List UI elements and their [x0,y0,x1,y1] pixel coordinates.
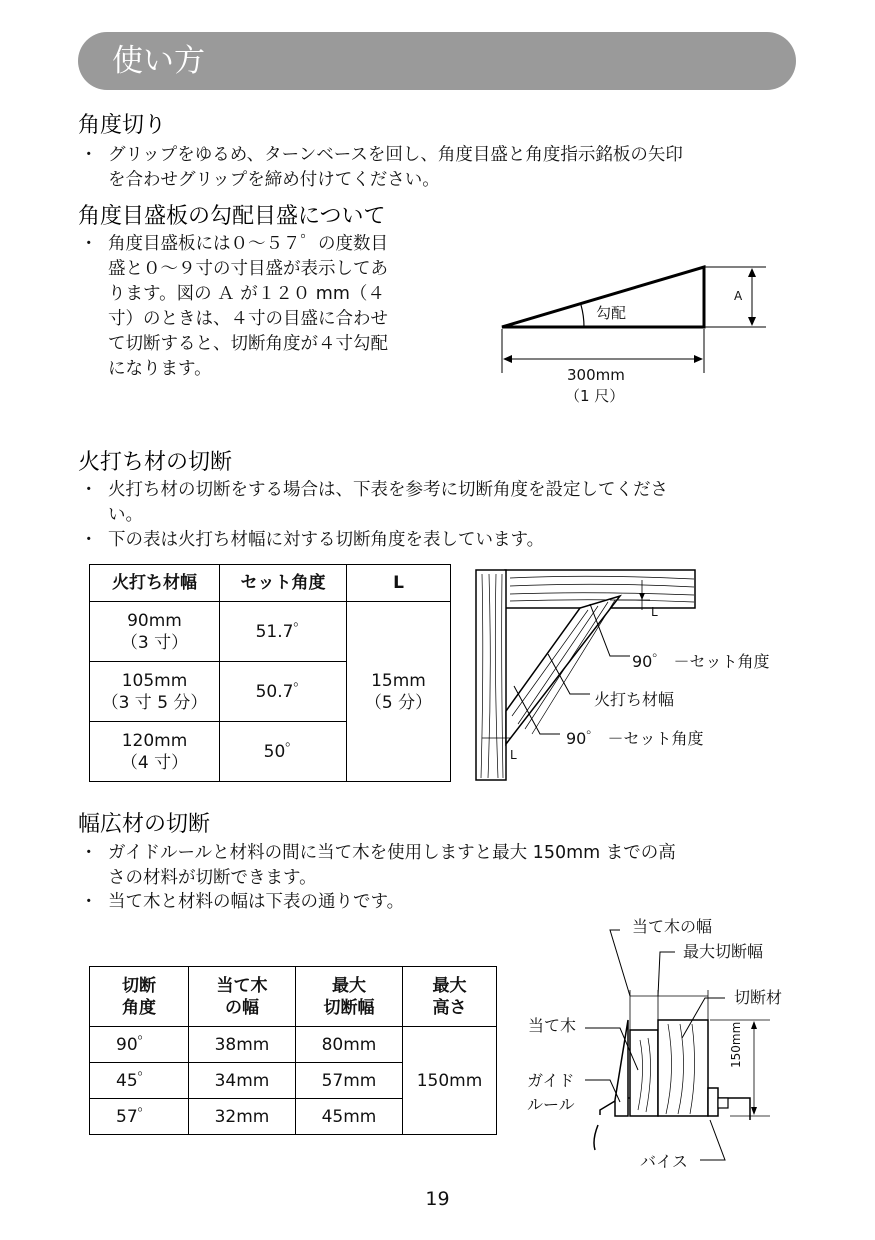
slope-label: 勾配 [596,304,627,322]
set-angle-label-1: 90゜ －セット角度 [632,652,770,671]
bullet-line: ります。図の Ａ が１２０ mm（４ [108,284,385,304]
l-top-label: L [651,605,658,619]
page-number: 19 [425,1188,450,1210]
table-cell: 38mm [189,1027,296,1063]
heading-slope-scale: 角度目盛板の勾配目盛について [78,204,386,229]
max-width-label: 最大切断幅 [683,942,764,961]
brace-table [89,564,451,782]
table-cell: 120mm （4 寸） [90,722,220,782]
bullet-line: になります。 [108,359,212,379]
bullet-angle-cut: ・ グリップをゆるめ、ターンベースを回し、角度目盛と角度指示銘板の矢印 を合わせグリップを締め付けてください。 [108,143,683,193]
table-cell: 80mm [296,1027,403,1063]
a-label: A [734,289,743,303]
bullet-line: さの材料が切断できます。 [108,868,317,888]
table-cell: 50.7゜ [220,662,347,722]
heading-angle-cut: 角度切り [78,113,167,138]
table-header: 火打ち材幅 [90,565,220,602]
heading-brace-cut: 火打ち材の切断 [78,450,233,475]
bullet-line: 当て木と材料の幅は下表の通りです。 [108,892,405,912]
page-title: 使い方 [112,43,205,79]
bullet-wide-1: ・ ガイドルールと材料の間に当て木を使用しますと最大 150mm までの高 さの材料が切断できます。 [108,841,676,891]
bullet-line: い。 [108,505,143,525]
bullet-brace-1: ・ 火打ち材の切断をする場合は、下表を参考に切断角度を設定してくださ い。 [108,478,668,528]
table-header: 切断 角度 [90,967,189,1027]
bullet-slope-scale: ・ 角度目盛板には０～５７゜の度数目 盛と０～９寸の寸目盛が表示してあ ります。図の Ａ が１２０ mm（４ 寸）のときは、４寸の目盛に合わせ て切断すると、切断角度が４寸勾配 になります。 [108,232,388,382]
table-cell: 90゜ [90,1027,189,1063]
length-sub-label: （1 尺） [565,387,625,405]
table-cell: 51.7゜ [220,602,347,662]
table-header: 最大 切断幅 [296,967,403,1027]
vise-label: バイス [640,1152,688,1171]
bullet-line: 角度目盛板には０～５７゜の度数目 [108,234,388,254]
guide-label-2: ルール [527,1095,575,1114]
table-header: 最大 高さ [403,967,497,1027]
table-row [90,602,451,662]
bullet-line: て切断すると、切断角度が４寸勾配 [108,334,388,354]
l-bottom-label: L [510,748,517,762]
table-cell-l: 15mm （5 分） [347,602,451,782]
table-cell: 34mm [189,1063,296,1099]
bullet-line: 盛と０～９寸の寸目盛が表示してあ [108,259,388,279]
atego-width-label: 当て木の幅 [632,917,713,936]
table-cell: 45゜ [90,1063,189,1099]
brace-width-label: 火打ち材幅 [594,690,675,709]
bullet-line: 寸）のときは、４寸の目盛に合わせ [108,309,388,329]
height-label: 150mm [729,1021,743,1068]
bullet-line: を合わせグリップを締め付けてください。 [108,170,440,190]
length-label: 300mm [567,366,625,384]
material-label: 切断材 [734,988,783,1007]
table-header: セット角度 [220,565,347,602]
bullet-wide-2: ・ 当て木と材料の幅は下表の通りです。 [108,890,404,915]
atego-label: 当て木 [528,1016,577,1035]
bullet-line: グリップをゆるめ、ターンベースを回し、角度目盛と角度指示銘板の矢印 [108,145,683,165]
table-cell-height: 150mm [403,1027,497,1135]
table-header: 当て木 の幅 [189,967,296,1027]
bullet-line: 下の表は火打ち材幅に対する切断角度を表しています。 [108,530,545,550]
table-row [90,1027,497,1063]
table-cell: 32mm [189,1099,296,1135]
table-cell: 90mm （3 寸） [90,602,220,662]
table-cell: 57゜ [90,1099,189,1135]
slope-diagram [490,255,780,375]
guide-label-1: ガイド [527,1071,575,1090]
bullet-brace-2: ・ 下の表は火打ち材幅に対する切断角度を表しています。 [108,528,544,553]
bullet-line: 火打ち材の切断をする場合は、下表を参考に切断角度を設定してくださ [108,480,668,500]
table-cell: 105mm （3 寸 5 分） [90,662,220,722]
table-cell: 45mm [296,1099,403,1135]
table-cell: 50゜ [220,722,347,782]
table-header: L [347,565,451,602]
table-cell: 57mm [296,1063,403,1099]
set-angle-label-2: 90゜ －セット角度 [566,729,704,748]
wide-table [89,966,497,1135]
brace-diagram [470,566,720,786]
heading-wide-cut: 幅広材の切断 [78,812,211,837]
bullet-line: ガイドルールと材料の間に当て木を使用しますと最大 150mm までの高 [108,843,676,863]
